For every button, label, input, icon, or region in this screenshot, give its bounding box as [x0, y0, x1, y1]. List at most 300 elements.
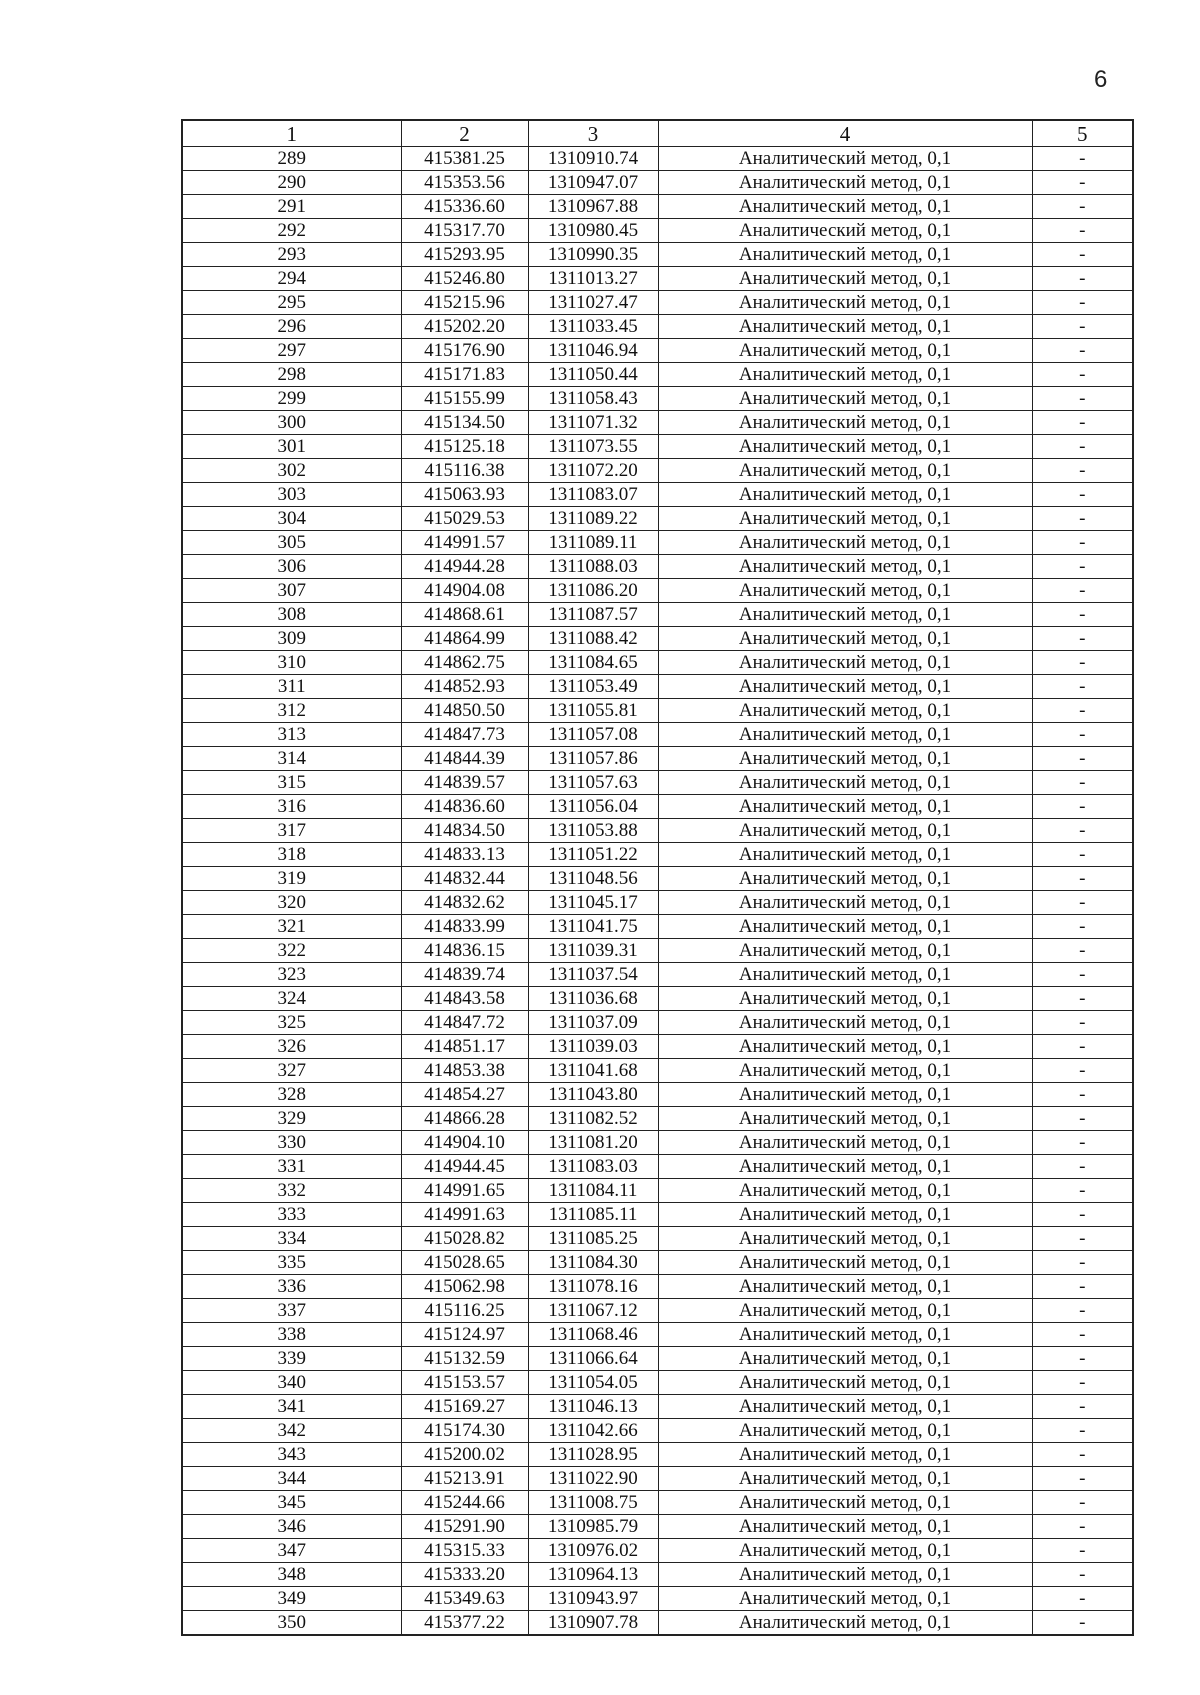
point-number-cell: 292 [182, 219, 401, 243]
note-cell: - [1032, 1347, 1133, 1371]
note-cell: - [1032, 363, 1133, 387]
x-coordinate-cell: 415063.93 [401, 483, 528, 507]
y-coordinate-cell: 1311053.88 [528, 819, 658, 843]
y-coordinate-cell: 1311056.04 [528, 795, 658, 819]
y-coordinate-cell: 1310967.88 [528, 195, 658, 219]
table-row [182, 411, 1133, 435]
note-cell: - [1032, 579, 1133, 603]
column-header-1: 1 [182, 120, 401, 147]
point-number-cell: 335 [182, 1251, 401, 1275]
point-number-cell: 340 [182, 1371, 401, 1395]
point-number-cell: 307 [182, 579, 401, 603]
note-cell: - [1032, 435, 1133, 459]
method-cell: Аналитический метод, 0,1 [658, 243, 1032, 267]
table-row [182, 963, 1133, 987]
point-number-cell: 301 [182, 435, 401, 459]
x-coordinate-cell: 415349.63 [401, 1587, 528, 1611]
note-cell: - [1032, 1155, 1133, 1179]
x-coordinate-cell: 414991.57 [401, 531, 528, 555]
table-row [182, 291, 1133, 315]
table-row [182, 1275, 1133, 1299]
y-coordinate-cell: 1311085.25 [528, 1227, 658, 1251]
note-cell: - [1032, 555, 1133, 579]
y-coordinate-cell: 1311042.66 [528, 1419, 658, 1443]
point-number-cell: 294 [182, 267, 401, 291]
note-cell: - [1032, 315, 1133, 339]
point-number-cell: 329 [182, 1107, 401, 1131]
x-coordinate-cell: 415134.50 [401, 411, 528, 435]
column-header-4: 4 [658, 120, 1032, 147]
table-row [182, 1251, 1133, 1275]
table-row [182, 1347, 1133, 1371]
y-coordinate-cell: 1311057.63 [528, 771, 658, 795]
point-number-cell: 291 [182, 195, 401, 219]
x-coordinate-cell: 415333.20 [401, 1563, 528, 1587]
note-cell: - [1032, 1227, 1133, 1251]
x-coordinate-cell: 415336.60 [401, 195, 528, 219]
table-row [182, 1443, 1133, 1467]
table-row [182, 843, 1133, 867]
method-cell: Аналитический метод, 0,1 [658, 891, 1032, 915]
table-row [182, 1491, 1133, 1515]
table-row [182, 555, 1133, 579]
method-cell: Аналитический метод, 0,1 [658, 195, 1032, 219]
method-cell: Аналитический метод, 0,1 [658, 435, 1032, 459]
table-row [182, 1587, 1133, 1611]
y-coordinate-cell: 1311045.17 [528, 891, 658, 915]
method-cell: Аналитический метод, 0,1 [658, 267, 1032, 291]
note-cell: - [1032, 1035, 1133, 1059]
method-cell: Аналитический метод, 0,1 [658, 1131, 1032, 1155]
y-coordinate-cell: 1311068.46 [528, 1323, 658, 1347]
point-number-cell: 322 [182, 939, 401, 963]
x-coordinate-cell: 415381.25 [401, 147, 528, 171]
point-number-cell: 303 [182, 483, 401, 507]
method-cell: Аналитический метод, 0,1 [658, 771, 1032, 795]
table-row [182, 387, 1133, 411]
x-coordinate-cell: 415116.38 [401, 459, 528, 483]
x-coordinate-cell: 415062.98 [401, 1275, 528, 1299]
note-cell: - [1032, 531, 1133, 555]
note-cell: - [1032, 1611, 1133, 1636]
x-coordinate-cell: 414844.39 [401, 747, 528, 771]
note-cell: - [1032, 747, 1133, 771]
method-cell: Аналитический метод, 0,1 [658, 627, 1032, 651]
point-number-cell: 306 [182, 555, 401, 579]
method-cell: Аналитический метод, 0,1 [658, 675, 1032, 699]
y-coordinate-cell: 1311058.43 [528, 387, 658, 411]
point-number-cell: 349 [182, 1587, 401, 1611]
y-coordinate-cell: 1311057.08 [528, 723, 658, 747]
point-number-cell: 339 [182, 1347, 401, 1371]
note-cell: - [1032, 195, 1133, 219]
y-coordinate-cell: 1311008.75 [528, 1491, 658, 1515]
y-coordinate-cell: 1311083.07 [528, 483, 658, 507]
note-cell: - [1032, 483, 1133, 507]
y-coordinate-cell: 1311089.11 [528, 531, 658, 555]
table-row [182, 1467, 1133, 1491]
column-header-5: 5 [1032, 120, 1133, 147]
table-row [182, 987, 1133, 1011]
coordinates-table [181, 119, 1134, 1636]
y-coordinate-cell: 1311039.03 [528, 1035, 658, 1059]
method-cell: Аналитический метод, 0,1 [658, 747, 1032, 771]
method-cell: Аналитический метод, 0,1 [658, 699, 1032, 723]
note-cell: - [1032, 1203, 1133, 1227]
note-cell: - [1032, 723, 1133, 747]
table-row [182, 1059, 1133, 1083]
y-coordinate-cell: 1311087.57 [528, 603, 658, 627]
method-cell: Аналитический метод, 0,1 [658, 843, 1032, 867]
method-cell: Аналитический метод, 0,1 [658, 1299, 1032, 1323]
y-coordinate-cell: 1311053.49 [528, 675, 658, 699]
point-number-cell: 309 [182, 627, 401, 651]
table-row [182, 891, 1133, 915]
table-row [182, 795, 1133, 819]
note-cell: - [1032, 1563, 1133, 1587]
method-cell: Аналитический метод, 0,1 [658, 651, 1032, 675]
table-row [182, 1179, 1133, 1203]
point-number-cell: 313 [182, 723, 401, 747]
point-number-cell: 350 [182, 1611, 401, 1636]
note-cell: - [1032, 1515, 1133, 1539]
note-cell: - [1032, 1011, 1133, 1035]
x-coordinate-cell: 415028.82 [401, 1227, 528, 1251]
x-coordinate-cell: 414851.17 [401, 1035, 528, 1059]
point-number-cell: 314 [182, 747, 401, 771]
table-row [182, 1611, 1133, 1636]
method-cell: Аналитический метод, 0,1 [658, 507, 1032, 531]
point-number-cell: 318 [182, 843, 401, 867]
y-coordinate-cell: 1310947.07 [528, 171, 658, 195]
note-cell: - [1032, 1059, 1133, 1083]
note-cell: - [1032, 1371, 1133, 1395]
note-cell: - [1032, 411, 1133, 435]
method-cell: Аналитический метод, 0,1 [658, 339, 1032, 363]
point-number-cell: 319 [182, 867, 401, 891]
method-cell: Аналитический метод, 0,1 [658, 819, 1032, 843]
table-row [182, 1011, 1133, 1035]
table-row [182, 723, 1133, 747]
y-coordinate-cell: 1311050.44 [528, 363, 658, 387]
y-coordinate-cell: 1311088.42 [528, 627, 658, 651]
point-number-cell: 311 [182, 675, 401, 699]
point-number-cell: 338 [182, 1323, 401, 1347]
y-coordinate-cell: 1310985.79 [528, 1515, 658, 1539]
note-cell: - [1032, 1275, 1133, 1299]
table-row [182, 939, 1133, 963]
point-number-cell: 344 [182, 1467, 401, 1491]
table-row [182, 339, 1133, 363]
y-coordinate-cell: 1311073.55 [528, 435, 658, 459]
method-cell: Аналитический метод, 0,1 [658, 315, 1032, 339]
y-coordinate-cell: 1311041.68 [528, 1059, 658, 1083]
point-number-cell: 327 [182, 1059, 401, 1083]
table-row [182, 915, 1133, 939]
y-coordinate-cell: 1311057.86 [528, 747, 658, 771]
page-number: 6 [1094, 66, 1108, 93]
table-row [182, 459, 1133, 483]
point-number-cell: 337 [182, 1299, 401, 1323]
x-coordinate-cell: 414843.58 [401, 987, 528, 1011]
note-cell: - [1032, 1179, 1133, 1203]
x-coordinate-cell: 414862.75 [401, 651, 528, 675]
table-row [182, 1323, 1133, 1347]
x-coordinate-cell: 414864.99 [401, 627, 528, 651]
point-number-cell: 341 [182, 1395, 401, 1419]
note-cell: - [1032, 291, 1133, 315]
method-cell: Аналитический метод, 0,1 [658, 1107, 1032, 1131]
point-number-cell: 290 [182, 171, 401, 195]
table-row [182, 267, 1133, 291]
x-coordinate-cell: 415246.80 [401, 267, 528, 291]
point-number-cell: 347 [182, 1539, 401, 1563]
point-number-cell: 293 [182, 243, 401, 267]
y-coordinate-cell: 1311041.75 [528, 915, 658, 939]
method-cell: Аналитический метод, 0,1 [658, 1443, 1032, 1467]
x-coordinate-cell: 414839.57 [401, 771, 528, 795]
note-cell: - [1032, 1491, 1133, 1515]
x-coordinate-cell: 414904.08 [401, 579, 528, 603]
x-coordinate-cell: 415124.97 [401, 1323, 528, 1347]
point-number-cell: 343 [182, 1443, 401, 1467]
note-cell: - [1032, 1299, 1133, 1323]
note-cell: - [1032, 627, 1133, 651]
x-coordinate-cell: 414852.93 [401, 675, 528, 699]
y-coordinate-cell: 1311022.90 [528, 1467, 658, 1491]
y-coordinate-cell: 1311043.80 [528, 1083, 658, 1107]
method-cell: Аналитический метод, 0,1 [658, 987, 1032, 1011]
x-coordinate-cell: 415029.53 [401, 507, 528, 531]
table-row [182, 1203, 1133, 1227]
note-cell: - [1032, 915, 1133, 939]
table-row [182, 819, 1133, 843]
x-coordinate-cell: 415202.20 [401, 315, 528, 339]
method-cell: Аналитический метод, 0,1 [658, 1227, 1032, 1251]
method-cell: Аналитический метод, 0,1 [658, 1563, 1032, 1587]
note-cell: - [1032, 1467, 1133, 1491]
point-number-cell: 296 [182, 315, 401, 339]
method-cell: Аналитический метод, 0,1 [658, 387, 1032, 411]
note-cell: - [1032, 339, 1133, 363]
point-number-cell: 300 [182, 411, 401, 435]
method-cell: Аналитический метод, 0,1 [658, 1155, 1032, 1179]
x-coordinate-cell: 415116.25 [401, 1299, 528, 1323]
point-number-cell: 310 [182, 651, 401, 675]
table-row [182, 579, 1133, 603]
y-coordinate-cell: 1311028.95 [528, 1443, 658, 1467]
y-coordinate-cell: 1310990.35 [528, 243, 658, 267]
column-header-3: 3 [528, 120, 658, 147]
y-coordinate-cell: 1311082.52 [528, 1107, 658, 1131]
method-cell: Аналитический метод, 0,1 [658, 1083, 1032, 1107]
x-coordinate-cell: 414944.45 [401, 1155, 528, 1179]
x-coordinate-cell: 414839.74 [401, 963, 528, 987]
table-row [182, 1035, 1133, 1059]
x-coordinate-cell: 415176.90 [401, 339, 528, 363]
table-row [182, 1155, 1133, 1179]
x-coordinate-cell: 414833.13 [401, 843, 528, 867]
table-row [182, 867, 1133, 891]
point-number-cell: 345 [182, 1491, 401, 1515]
method-cell: Аналитический метод, 0,1 [658, 291, 1032, 315]
y-coordinate-cell: 1311036.68 [528, 987, 658, 1011]
note-cell: - [1032, 1251, 1133, 1275]
method-cell: Аналитический метод, 0,1 [658, 411, 1032, 435]
x-coordinate-cell: 415353.56 [401, 171, 528, 195]
note-cell: - [1032, 819, 1133, 843]
x-coordinate-cell: 415215.96 [401, 291, 528, 315]
point-number-cell: 316 [182, 795, 401, 819]
y-coordinate-cell: 1311085.11 [528, 1203, 658, 1227]
point-number-cell: 342 [182, 1419, 401, 1443]
method-cell: Аналитический метод, 0,1 [658, 171, 1032, 195]
x-coordinate-cell: 415155.99 [401, 387, 528, 411]
point-number-cell: 333 [182, 1203, 401, 1227]
x-coordinate-cell: 414832.44 [401, 867, 528, 891]
x-coordinate-cell: 414847.72 [401, 1011, 528, 1035]
note-cell: - [1032, 1539, 1133, 1563]
y-coordinate-cell: 1311039.31 [528, 939, 658, 963]
note-cell: - [1032, 459, 1133, 483]
x-coordinate-cell: 414991.65 [401, 1179, 528, 1203]
y-coordinate-cell: 1311037.54 [528, 963, 658, 987]
note-cell: - [1032, 1443, 1133, 1467]
x-coordinate-cell: 415200.02 [401, 1443, 528, 1467]
table-row [182, 1227, 1133, 1251]
y-coordinate-cell: 1311027.47 [528, 291, 658, 315]
point-number-cell: 326 [182, 1035, 401, 1059]
y-coordinate-cell: 1310943.97 [528, 1587, 658, 1611]
method-cell: Аналитический метод, 0,1 [658, 1059, 1032, 1083]
note-cell: - [1032, 1587, 1133, 1611]
point-number-cell: 312 [182, 699, 401, 723]
y-coordinate-cell: 1311078.16 [528, 1275, 658, 1299]
y-coordinate-cell: 1311084.30 [528, 1251, 658, 1275]
point-number-cell: 299 [182, 387, 401, 411]
method-cell: Аналитический метод, 0,1 [658, 579, 1032, 603]
method-cell: Аналитический метод, 0,1 [658, 363, 1032, 387]
point-number-cell: 320 [182, 891, 401, 915]
x-coordinate-cell: 414847.73 [401, 723, 528, 747]
x-coordinate-cell: 415377.22 [401, 1611, 528, 1636]
method-cell: Аналитический метод, 0,1 [658, 723, 1032, 747]
note-cell: - [1032, 219, 1133, 243]
y-coordinate-cell: 1311048.56 [528, 867, 658, 891]
method-cell: Аналитический метод, 0,1 [658, 219, 1032, 243]
y-coordinate-cell: 1310976.02 [528, 1539, 658, 1563]
y-coordinate-cell: 1311086.20 [528, 579, 658, 603]
method-cell: Аналитический метод, 0,1 [658, 1035, 1032, 1059]
table-row [182, 171, 1133, 195]
note-cell: - [1032, 171, 1133, 195]
note-cell: - [1032, 387, 1133, 411]
method-cell: Аналитический метод, 0,1 [658, 1275, 1032, 1299]
y-coordinate-cell: 1311054.05 [528, 1371, 658, 1395]
method-cell: Аналитический метод, 0,1 [658, 1419, 1032, 1443]
note-cell: - [1032, 939, 1133, 963]
y-coordinate-cell: 1311072.20 [528, 459, 658, 483]
table-row [182, 1371, 1133, 1395]
point-number-cell: 308 [182, 603, 401, 627]
method-cell: Аналитический метод, 0,1 [658, 1203, 1032, 1227]
y-coordinate-cell: 1310964.13 [528, 1563, 658, 1587]
y-coordinate-cell: 1311013.27 [528, 267, 658, 291]
header-row [182, 120, 1133, 147]
note-cell: - [1032, 771, 1133, 795]
y-coordinate-cell: 1311037.09 [528, 1011, 658, 1035]
table-row [182, 603, 1133, 627]
point-number-cell: 304 [182, 507, 401, 531]
x-coordinate-cell: 414904.10 [401, 1131, 528, 1155]
y-coordinate-cell: 1310980.45 [528, 219, 658, 243]
point-number-cell: 331 [182, 1155, 401, 1179]
point-number-cell: 302 [182, 459, 401, 483]
point-number-cell: 325 [182, 1011, 401, 1035]
point-number-cell: 346 [182, 1515, 401, 1539]
table-row [182, 195, 1133, 219]
method-cell: Аналитический метод, 0,1 [658, 1251, 1032, 1275]
x-coordinate-cell: 414853.38 [401, 1059, 528, 1083]
point-number-cell: 330 [182, 1131, 401, 1155]
note-cell: - [1032, 1131, 1133, 1155]
point-number-cell: 348 [182, 1563, 401, 1587]
point-number-cell: 305 [182, 531, 401, 555]
x-coordinate-cell: 414944.28 [401, 555, 528, 579]
point-number-cell: 297 [182, 339, 401, 363]
x-coordinate-cell: 414991.63 [401, 1203, 528, 1227]
table-row [182, 1539, 1133, 1563]
x-coordinate-cell: 415171.83 [401, 363, 528, 387]
point-number-cell: 295 [182, 291, 401, 315]
method-cell: Аналитический метод, 0,1 [658, 1515, 1032, 1539]
point-number-cell: 323 [182, 963, 401, 987]
y-coordinate-cell: 1311084.11 [528, 1179, 658, 1203]
table-row [182, 1563, 1133, 1587]
note-cell: - [1032, 963, 1133, 987]
method-cell: Аналитический метод, 0,1 [658, 1179, 1032, 1203]
note-cell: - [1032, 507, 1133, 531]
x-coordinate-cell: 414850.50 [401, 699, 528, 723]
y-coordinate-cell: 1311046.13 [528, 1395, 658, 1419]
method-cell: Аналитический метод, 0,1 [658, 555, 1032, 579]
table-row [182, 219, 1133, 243]
table-body [182, 147, 1133, 1636]
x-coordinate-cell: 414836.15 [401, 939, 528, 963]
note-cell: - [1032, 843, 1133, 867]
table-row [182, 627, 1133, 651]
method-cell: Аналитический метод, 0,1 [658, 963, 1032, 987]
x-coordinate-cell: 414832.62 [401, 891, 528, 915]
x-coordinate-cell: 414834.50 [401, 819, 528, 843]
table-row [182, 531, 1133, 555]
table-row [182, 1131, 1133, 1155]
y-coordinate-cell: 1311055.81 [528, 699, 658, 723]
note-cell: - [1032, 699, 1133, 723]
point-number-cell: 317 [182, 819, 401, 843]
table-row [182, 147, 1133, 171]
point-number-cell: 289 [182, 147, 401, 171]
note-cell: - [1032, 267, 1133, 291]
method-cell: Аналитический метод, 0,1 [658, 603, 1032, 627]
note-cell: - [1032, 243, 1133, 267]
note-cell: - [1032, 1395, 1133, 1419]
x-coordinate-cell: 415291.90 [401, 1515, 528, 1539]
note-cell: - [1032, 1323, 1133, 1347]
note-cell: - [1032, 1083, 1133, 1107]
method-cell: Аналитический метод, 0,1 [658, 1011, 1032, 1035]
note-cell: - [1032, 1419, 1133, 1443]
